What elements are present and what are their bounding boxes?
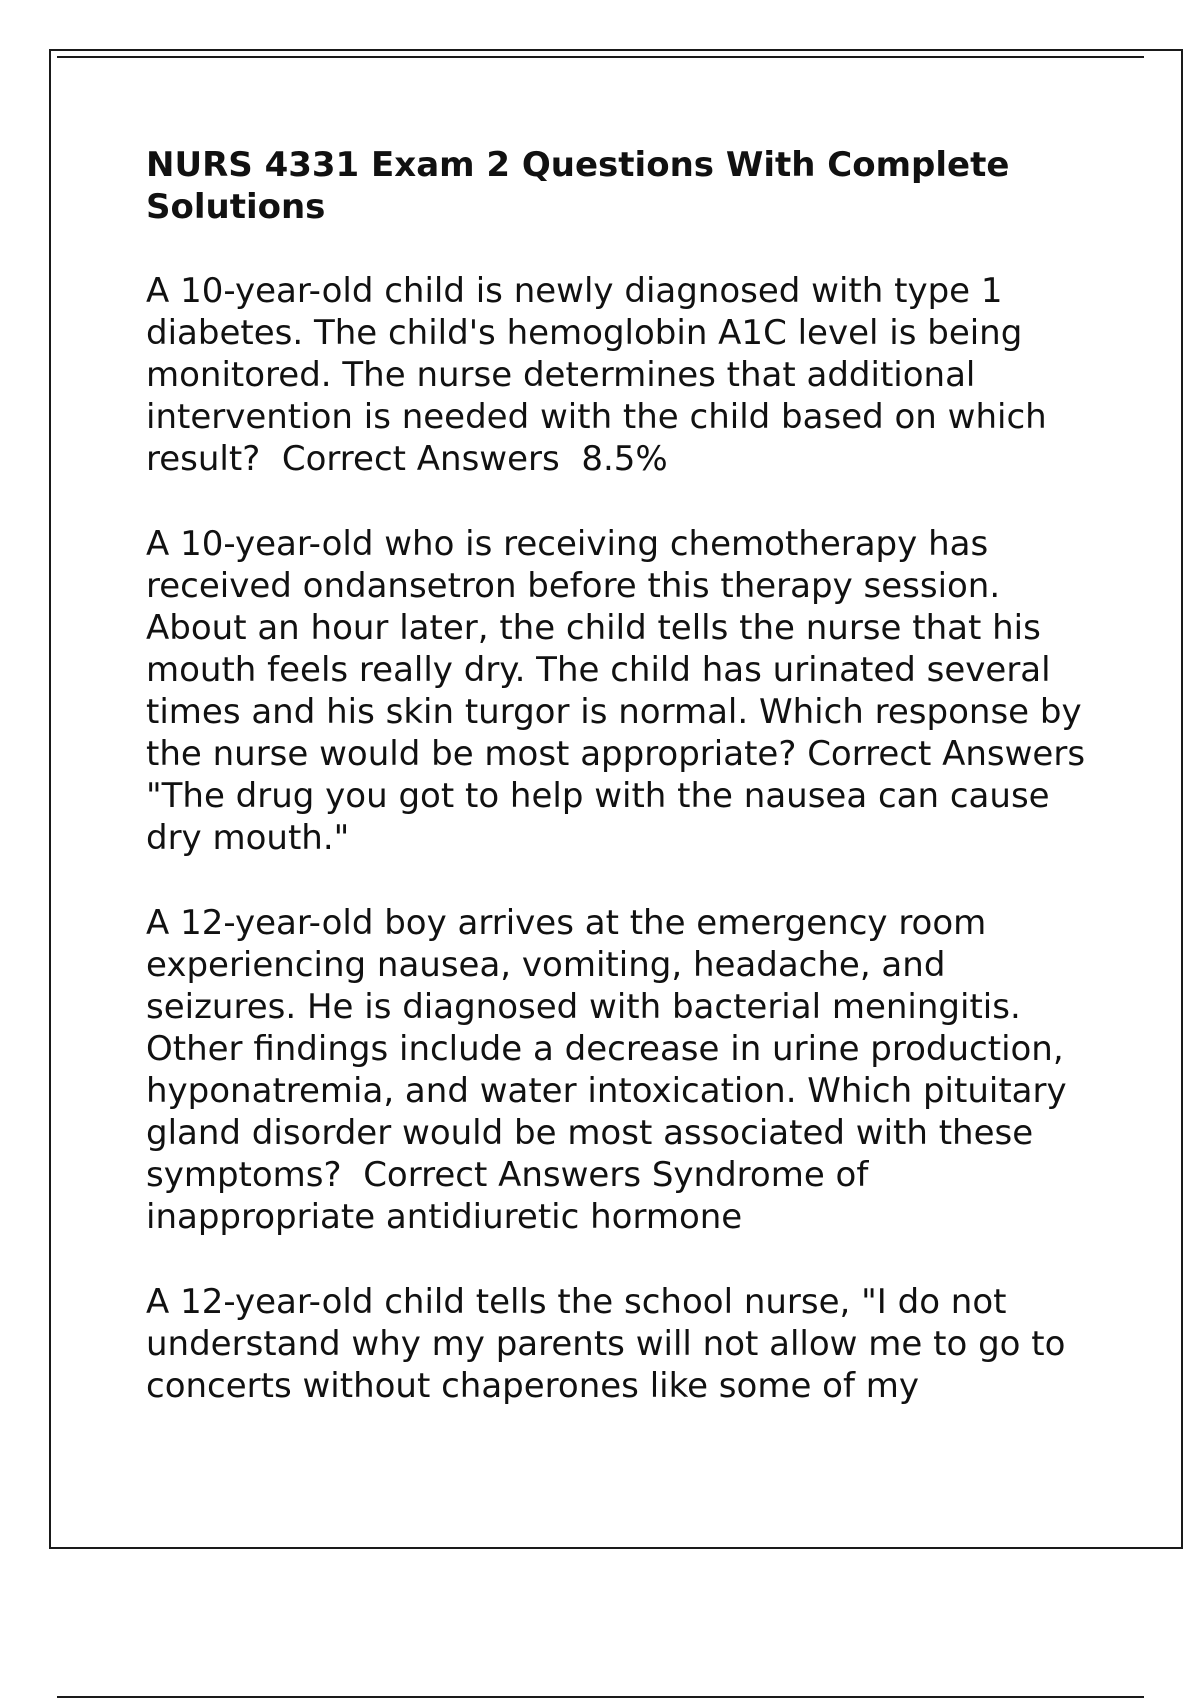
qa-item-1 xyxy=(146,270,1096,480)
answer-text: 8.5% xyxy=(581,439,668,479)
answer-text: "The drug you got to help with the nausea can cause dry mouth." xyxy=(146,776,1061,858)
question-text: A 12-year-old boy arrives at the emergency room experiencing nausea, vomiting, headache, and seizures. He is diagnosed with bacterial meningitis. Other findings include a decrease in urine production, hyponatremia, and water intoxication. Which pituitary gland disorder would be most associated with these symptoms? xyxy=(146,903,1078,1195)
answer-label: Correct Answers xyxy=(807,734,1086,774)
qa-item-3 xyxy=(146,902,1096,1238)
qa-item-2 xyxy=(146,523,1096,859)
question-text: A 12-year-old child tells the school nurse, "I do not understand why my parents will not allow me to go to concerts without chaperones like some of my xyxy=(146,1282,1077,1406)
top-rule xyxy=(57,56,1144,58)
question-text: A 10-year-old child is newly diagnosed with type 1 diabetes. The child's hemoglobin A1C level is being monitored. The nurse determines that additional intervention is needed with the child based on which result? xyxy=(146,271,1058,479)
answer-label: Correct Answers xyxy=(281,439,560,479)
qa-item-4 xyxy=(146,1281,1096,1407)
bottom-rule xyxy=(57,1696,1144,1698)
document-title: NURS 4331 Exam 2 Questions With Complete Solutions xyxy=(146,145,1010,227)
answer-label: Correct Answers xyxy=(363,1155,642,1195)
answer-text: Syndrome of inappropriate antidiuretic hormone xyxy=(146,1155,880,1237)
document-content xyxy=(146,144,1096,1450)
question-text: A 10-year-old who is receiving chemotherapy has received ondansetron before this therapy session. About an hour later, the child tells the nurse that his mouth feels really dry. The child has urinated several times and his skin turgor is normal. Which response by the nurse would be most appropriate? xyxy=(146,524,1093,774)
